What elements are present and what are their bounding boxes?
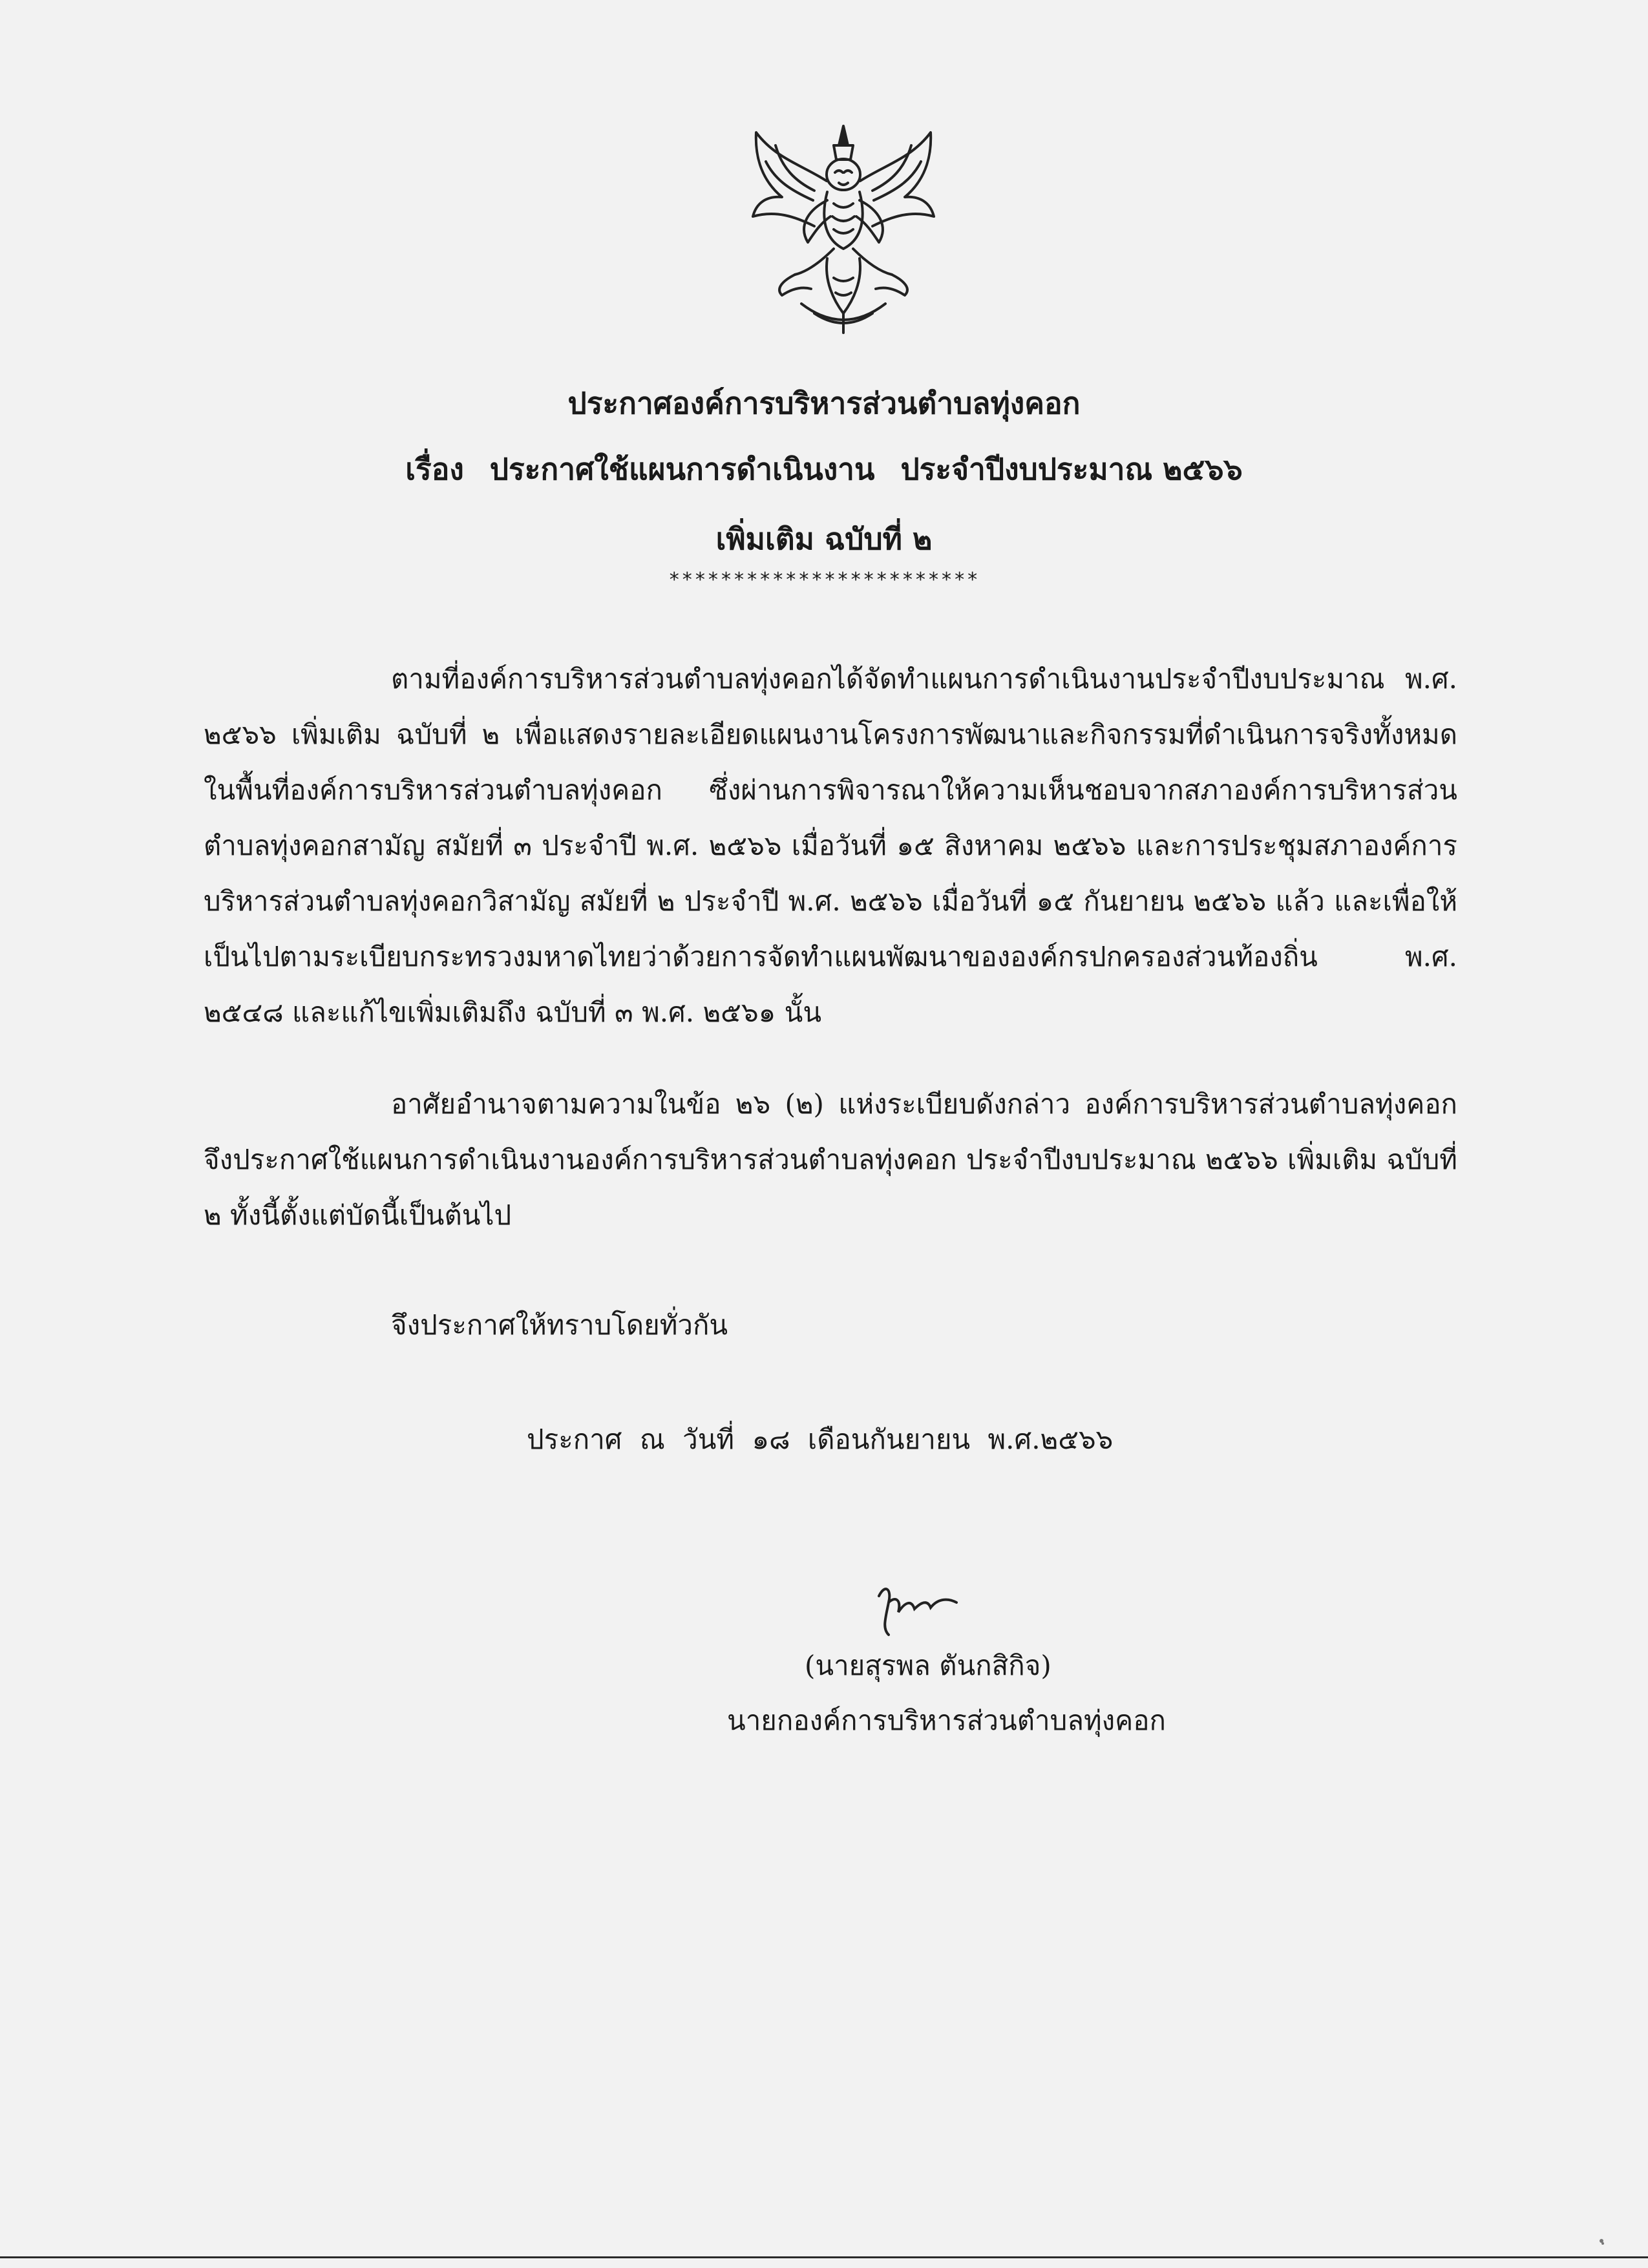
announcement-date	[527, 1418, 1113, 1461]
date-day-label: วันที่	[682, 1423, 735, 1455]
scan-speck	[1601, 2242, 1604, 2245]
date-at: ณ	[639, 1423, 665, 1455]
announcement-title: ประกาศองค์การบริหารส่วนตำบลทุ่งคอก	[567, 386, 1081, 421]
body-paragraph-3: จึงประกาศให้ทราบโดยทั่วกัน	[391, 1309, 728, 1341]
body-paragraph-2: อาศัยอำนาจตามความในข้อ ๒๖ (๒) แห่งระเบียบดังกล่าว องค์การบริหารส่วนตำบลทุ่งคอกจึงประกาศใช้แผนการดำเนินงานองค์การบริหารส่วนตำบลทุ่งคอก ประจำปีงบประมาณ ๒๕๖๖ เพิ่มเติม ฉบับที่ ๒ ทั้งนี้ตั้งแต่บัดนี้เป็นต้นไป	[204, 1088, 1457, 1231]
announcement-subject	[0, 446, 1648, 493]
date-announced: ประกาศ	[527, 1423, 622, 1455]
handwritten-signature	[866, 1583, 969, 1641]
date-year-label: พ.ศ.	[988, 1423, 1041, 1455]
date-year: ๒๕๖๖	[1040, 1423, 1114, 1455]
subject-text-part1: ประกาศใช้แผนการดำเนินงาน	[489, 452, 875, 487]
scan-edge-line	[0, 2256, 1648, 2258]
subject-label: เรื่อง	[405, 452, 464, 487]
amendment-line: เพิ่มเติม ฉบับที่ ๒	[715, 521, 933, 556]
subject-text-part2: ประจำปีงบประมาณ ๒๕๖๖	[900, 452, 1243, 487]
body-paragraph-1: ตามที่องค์การบริหารส่วนตำบลทุ่งคอกได้จัดทำแผนการดำเนินงานประจำปีงบประมาณ พ.ศ. ๒๕๖๖ เพิ่มเติม ฉบับที่ ๒ เพื่อแสดงรายละเอียดแผนงานโครงการพัฒนาและกิจกรรมที่ดำเนินการจริงทั้งหมดในพื้นที่องค์การบริหารส่วนตำบลทุ่งคอก ซึ่งผ่านการพิจารณาให้ความเห็นชอบจากสภาองค์การบริหารส่วนตำบลทุ่งคอกสามัญ สมัยที่ ๓ ประจำปี พ.ศ. ๒๕๖๖ เมื่อวันที่ ๑๕ สิงหาคม ๒๕๖๖ และการประชุมสภาองค์การบริหารส่วนตำบลทุ่งคอกวิสามัญ สมัยที่ ๒ ประจำปี พ.ศ. ๒๕๖๖ เมื่อวันที่ ๑๕ กันยายน ๒๕๖๖ แล้ว และเพื่อให้เป็นไปตามระเบียบกระทรวงมหาดไทยว่าด้วยการจัดทำแผนพัฒนาขององค์กรปกครองส่วนท้องถิ่น พ.ศ. ๒๕๔๘ และแก้ไขเพิ่มเติมถึง ฉบับที่ ๓ พ.ศ. ๒๕๖๑ นั้น	[204, 663, 1457, 1028]
date-month-label: เดือน	[807, 1423, 870, 1455]
date-month: กันยายน	[869, 1423, 971, 1455]
signatory-name: (นายสุรพล ตันกสิกิจ)	[805, 1650, 1051, 1681]
date-day: ๑๘	[752, 1423, 790, 1455]
garuda-emblem-icon	[737, 120, 950, 339]
signatory-title: นายกองค์การบริหารส่วนตำบลทุ่งคอก	[727, 1705, 1166, 1736]
separator-line: ************************	[668, 569, 980, 591]
